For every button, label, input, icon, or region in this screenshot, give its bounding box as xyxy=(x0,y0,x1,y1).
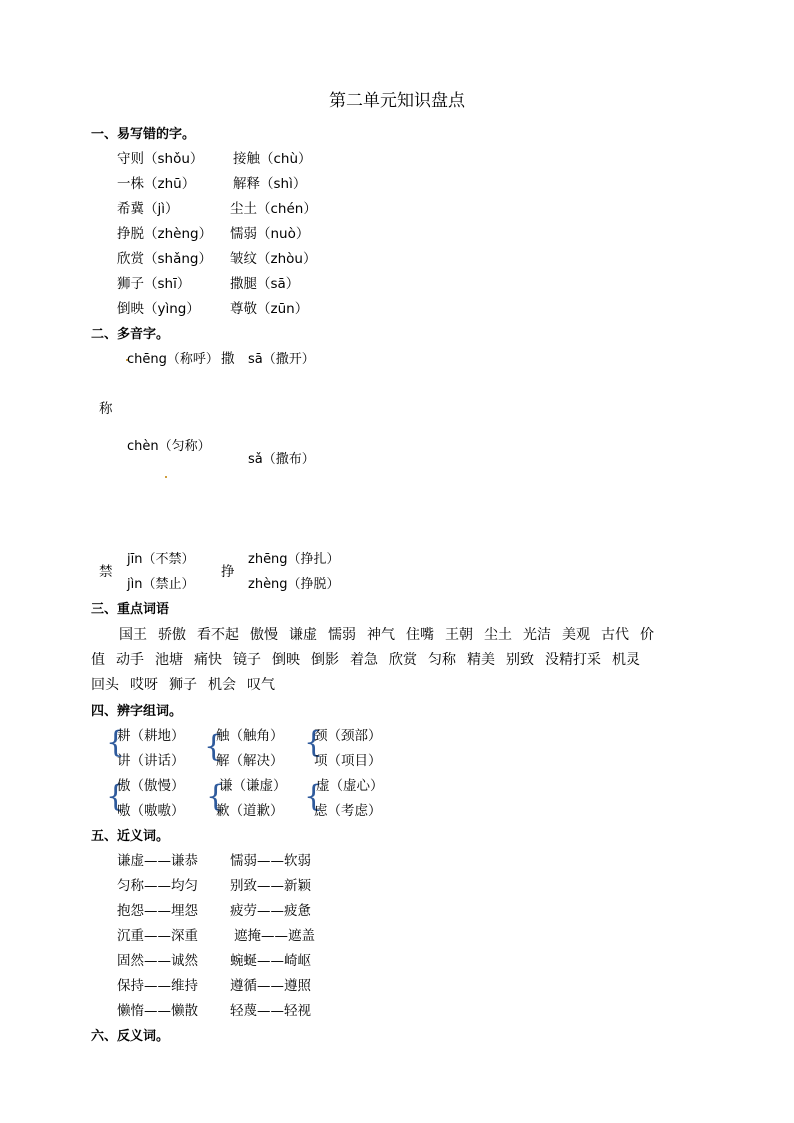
polyphone-reading: zhèng（挣脱） xyxy=(248,577,340,592)
vocab-line-3 xyxy=(91,674,286,694)
vocab-line-2 xyxy=(91,649,651,669)
vocab-word: 池塘 xyxy=(155,652,183,668)
synonym-pair: 轻蔑——轻视 xyxy=(230,1003,311,1019)
polyphone-reading: jìn（禁止） xyxy=(127,577,195,592)
vocab-word: 欣赏 xyxy=(389,652,417,668)
synonym-pair: 沉重——深重 xyxy=(117,928,198,944)
synonym-pair: 别致——新颖 xyxy=(230,878,311,894)
vocab-word: 国王 xyxy=(119,627,147,643)
brace-icon: { xyxy=(304,779,324,814)
vocab-word: 没精打采 xyxy=(545,652,601,668)
word-group-item: 耕（耕地） xyxy=(117,728,185,744)
polyphone-char: 撒 xyxy=(221,351,235,367)
vocab-word: 哎呀 xyxy=(130,677,158,693)
synonym-pair: 蜿蜒——崎岖 xyxy=(230,953,311,969)
vocab-word: 倒映 xyxy=(272,652,300,668)
vocab-word: 尘土 xyxy=(484,627,512,643)
brace-icon: { xyxy=(204,729,224,764)
vocab-word: 叹气 xyxy=(247,677,275,693)
section-1-heading: 一、易写错的字。 xyxy=(91,127,196,142)
brace-icon: { xyxy=(206,779,226,814)
section-2-heading: 二、多音字。 xyxy=(91,327,170,342)
word-group-item: 颈（颈部） xyxy=(314,728,382,744)
section-3-heading: 三、重点词语 xyxy=(91,602,170,617)
synonym-pair: 懦弱——软弱 xyxy=(230,853,311,869)
word-item: 挣脱（zhèng） xyxy=(117,226,213,242)
polyphone-char: 称 xyxy=(99,401,113,417)
word-group-item: 虚（虚心） xyxy=(316,778,384,794)
vocab-word: 王朝 xyxy=(445,627,473,643)
word-item: 懦弱（nuò） xyxy=(230,226,310,242)
vocab-word: 匀称 xyxy=(428,652,456,668)
word-item: 解释（shì） xyxy=(233,176,307,192)
synonym-pair: 懒惰——懒散 xyxy=(117,1003,198,1019)
word-item: 尘土（chén） xyxy=(230,201,317,217)
brace-icon: { xyxy=(106,725,126,760)
synonym-pair: 匀称——均匀 xyxy=(117,878,198,894)
word-item: 尊敬（zūn） xyxy=(230,301,309,317)
synonym-pair: 遮掩——遮盖 xyxy=(234,928,315,944)
vocab-word: 值 xyxy=(91,652,105,668)
word-item: 一株（zhū） xyxy=(117,176,196,192)
vocab-word: 回头 xyxy=(91,677,119,693)
polyphone-reading: sǎ（撒布） xyxy=(248,452,315,467)
word-group-item: 讲（讲话） xyxy=(117,753,185,769)
polyphone-char: 禁 xyxy=(99,564,113,580)
vocab-word: 机会 xyxy=(208,677,236,693)
vocab-word: 倒影 xyxy=(311,652,339,668)
vocab-word: 神气 xyxy=(367,627,395,643)
word-item: 狮子（shī） xyxy=(117,276,191,292)
synonym-pair: 疲劳——疲惫 xyxy=(230,903,311,919)
synonym-pair: 固然——诚然 xyxy=(117,953,198,969)
word-group-item: 解（解决） xyxy=(216,753,284,769)
vocab-word: 别致 xyxy=(506,652,534,668)
word-item: 撒腿（sā） xyxy=(230,276,300,292)
brace-icon: { xyxy=(304,725,324,760)
vocab-word: 看不起 xyxy=(197,627,239,643)
word-item: 倒映（yìng） xyxy=(117,301,200,317)
vocab-word: 谦虚 xyxy=(289,627,317,643)
brace-icon: { xyxy=(106,779,126,814)
section-6-heading: 六、反义词。 xyxy=(91,1029,170,1044)
word-item: 希冀（jì） xyxy=(117,201,179,217)
word-group-item: 触（触角） xyxy=(216,728,284,744)
vocab-word: 傲慢 xyxy=(250,627,278,643)
vocab-word: 古代 xyxy=(601,627,629,643)
vocab-word: 懦弱 xyxy=(328,627,356,643)
word-item: 守则（shǒu） xyxy=(117,151,204,167)
word-group-item: 虑（考虑） xyxy=(314,803,382,819)
vocab-word: 光洁 xyxy=(523,627,551,643)
word-group-item: 谦（谦虚） xyxy=(219,778,287,794)
polyphone-reading: jīn（不禁） xyxy=(127,552,195,567)
polyphone-reading: sā（撒开） xyxy=(248,352,315,367)
synonym-pair: 谦虚——谦恭 xyxy=(117,853,198,869)
page-title: 第二单元知识盘点 xyxy=(329,91,465,111)
vocab-word: 住嘴 xyxy=(406,627,434,643)
vocab-word: 狮子 xyxy=(169,677,197,693)
vocab-line-1 xyxy=(119,624,665,644)
synonym-pair: 遵循——遵照 xyxy=(230,978,311,994)
section-5-heading: 五、近义词。 xyxy=(91,829,170,844)
vocab-word: 价 xyxy=(640,627,654,643)
vocab-word: 美观 xyxy=(562,627,590,643)
polyphone-reading: chēng（称呼） xyxy=(127,352,219,367)
decorative-dot xyxy=(165,476,167,478)
section-4-heading: 四、辨字组词。 xyxy=(91,704,183,719)
word-group-item: 嗷（嗷嗷） xyxy=(117,803,185,819)
polyphone-char: 挣 xyxy=(221,564,235,580)
vocab-word: 机灵 xyxy=(612,652,640,668)
polyphone-reading: chèn（匀称） xyxy=(127,439,211,454)
vocab-word: 痛快 xyxy=(194,652,222,668)
vocab-word: 镜子 xyxy=(233,652,261,668)
word-item: 皱纹（zhòu） xyxy=(230,251,317,267)
vocab-word: 动手 xyxy=(116,652,144,668)
word-item: 接触（chù） xyxy=(233,151,312,167)
synonym-pair: 抱怨——埋怨 xyxy=(117,903,198,919)
polyphone-reading: zhēng（挣扎） xyxy=(248,552,340,567)
vocab-word: 着急 xyxy=(350,652,378,668)
word-group-item: 项（项目） xyxy=(314,753,382,769)
vocab-word: 精美 xyxy=(467,652,495,668)
word-item: 欣赏（shǎng） xyxy=(117,251,212,267)
synonym-pair: 保持——维持 xyxy=(117,978,198,994)
vocab-word: 骄傲 xyxy=(158,627,186,643)
word-group-item: 傲（傲慢） xyxy=(117,778,185,794)
word-group-item: 歉（道歉） xyxy=(216,803,284,819)
